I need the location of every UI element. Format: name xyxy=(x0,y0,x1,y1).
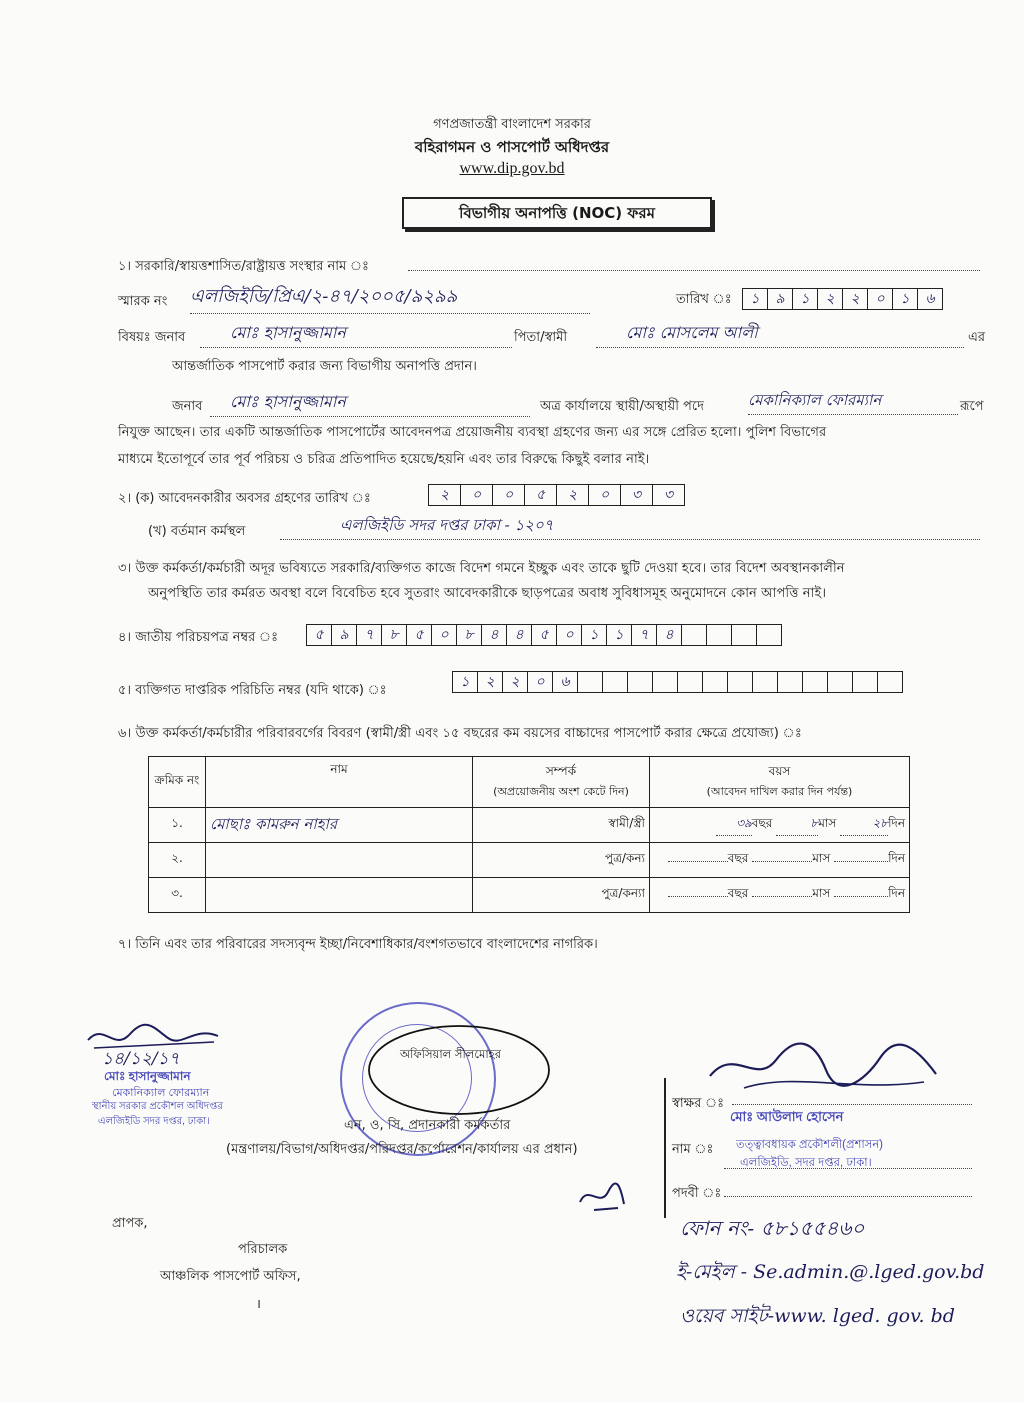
digit-box: ৬ xyxy=(925,291,935,307)
recipient-mark: । xyxy=(256,1297,261,1312)
office-text: অত্র কার্যালয়ে স্থায়ী/অস্থায়ী পদে xyxy=(540,399,704,414)
nid-boxes xyxy=(306,624,782,646)
contact-web: ওয়েব সাইট-www. lged. gov. bd xyxy=(680,1305,955,1327)
nid-label: ৪। জাতীয় পরিচয়পত্র নম্বর ঃ xyxy=(118,630,279,645)
year-unit: বছর xyxy=(727,851,749,865)
digit-box: ২ xyxy=(818,289,843,309)
right-signature xyxy=(704,1036,944,1098)
age-days xyxy=(834,896,888,897)
month-unit: মাস xyxy=(812,851,831,865)
org-line xyxy=(408,270,980,271)
father-label: পিতা/স্বামী xyxy=(514,330,568,345)
age-years xyxy=(668,861,728,862)
dept-name: বহিরাগমন ও পাসপোর্ট অধিদপ্তর xyxy=(414,138,610,156)
table-header-row xyxy=(149,757,910,808)
rupe-text: রূপে xyxy=(960,399,984,414)
memo-value: এলজিইডি/প্রিএ/২-৪৭/২০০৫/৯২৯৯ xyxy=(190,282,590,314)
er-text: এর xyxy=(968,330,986,345)
digit-box xyxy=(732,625,757,645)
month-unit: মাস xyxy=(812,886,831,900)
row-relation: পুত্র/কন্যা xyxy=(473,878,650,913)
age-months xyxy=(752,896,812,897)
left-stamp-org: স্থানীয় সরকার প্রকৌশল অধিদপ্তর xyxy=(92,1101,223,1112)
subject-label: বিষয়ঃ জনাব xyxy=(118,330,186,345)
digit-box: ৪ xyxy=(482,625,507,645)
post-line xyxy=(724,1196,972,1197)
month-unit: মাস xyxy=(818,815,837,830)
name-header: নাম xyxy=(206,757,473,808)
digit-box: ১ xyxy=(893,289,918,309)
digit-box: ১ xyxy=(793,289,818,309)
website-link: www.dip.gov.bd xyxy=(459,160,565,177)
digit-box xyxy=(628,672,653,692)
serial-header: ক্রমিক নং xyxy=(149,757,206,808)
row-age xyxy=(650,843,910,878)
digit-box xyxy=(707,625,732,645)
retire-label: ২। (ক) আবেদনকারীর অবসর গ্রহণের তারিখ ঃ xyxy=(118,491,371,506)
post-name: মেকানিক্যাল ফোরম্যান xyxy=(748,389,958,415)
day-unit: দিন xyxy=(888,886,905,900)
age-days xyxy=(834,861,888,862)
row-age xyxy=(650,878,910,913)
left-stamp-addr: এলজিইডি সদর দপ্তর, ঢাকা। xyxy=(98,1116,210,1127)
memo-label: স্মারক নং xyxy=(118,294,168,309)
date-label: তারিখ ঃ xyxy=(676,292,732,307)
digit-box: ৫ xyxy=(532,625,557,645)
left-sig-date: ১৪/১২/১৭ xyxy=(102,1049,180,1069)
issuer-line2: (মন্ত্রণালয়/বিভাগ/অধিদপ্তর/পরিদপ্তর/কর্পোরেশন/কার্যালয় এর প্রধান) xyxy=(226,1142,578,1157)
row-relation: স্বামী/স্ত্রী xyxy=(473,808,650,843)
subject-line2: আন্তর্জাতিক পাসপোর্ট করার জন্য বিভাগীয় অনাপত্তি প্রদান। xyxy=(172,359,477,374)
age-days: ২৮ xyxy=(840,815,888,836)
digit-box xyxy=(828,672,853,692)
sign-line xyxy=(732,1104,972,1105)
age-years: ৩৯ xyxy=(716,815,752,836)
form-title: বিভাগীয় অনাপত্তি (NOC) ফরম xyxy=(402,197,712,229)
digit-box: ৫ xyxy=(407,625,432,645)
day-unit: দিন xyxy=(888,851,905,865)
row-name xyxy=(206,878,473,913)
left-stamp-post: মেকানিক্যাল ফোরম্যান xyxy=(112,1087,210,1099)
age-months: ৮ xyxy=(776,815,818,836)
issuer-line1: এন, ও, সি, প্রদানকারী কর্মকর্তার xyxy=(344,1118,511,1133)
digit-box: ৮ xyxy=(457,625,482,645)
family-table xyxy=(148,756,910,913)
digit-box: ৪ xyxy=(507,625,532,645)
digit-box: ৭ xyxy=(357,625,382,645)
digit-box: ০ xyxy=(461,485,493,505)
contact-phone: ফোন নং- ৫৮১৫৫৪৬০ xyxy=(680,1216,865,1240)
digit-box: ০ xyxy=(493,485,525,505)
section3-line1: ৩। উক্ত কর্মকর্তা/কর্মচারী অদূর ভবিষ্যতে সরকারি/ব্যক্তিগত কাজে বিদেশ গমনে ইচ্ছুক এবং তাকে ছুটি দেওয়া হবে। তার বিদেশ অবস্থানকালীন xyxy=(118,561,845,576)
digit-box: ২ xyxy=(843,289,868,309)
digit-box: ৩ xyxy=(663,487,674,503)
date-boxes xyxy=(742,288,943,310)
initial-mark xyxy=(574,1178,630,1218)
sign-label: স্বাক্ষর ঃ xyxy=(672,1096,725,1111)
digit-box xyxy=(878,672,902,692)
relation-header xyxy=(473,757,650,808)
left-stamp-name: মোঃ হাসানুজ্জামান xyxy=(104,1069,191,1083)
official-id-boxes xyxy=(452,671,903,693)
digit-box xyxy=(653,672,678,692)
digit-box: ০ xyxy=(432,625,457,645)
age-months xyxy=(752,861,812,862)
digit-box: ৬ xyxy=(553,672,578,692)
digit-box xyxy=(753,672,778,692)
work-value: এলজিইডি সদর দপ্তর ঢাকা - ১২০৭ xyxy=(280,514,980,540)
digit-box xyxy=(778,672,803,692)
gov-name: গণপ্রজাতন্ত্রী বাংলাদেশ সরকার xyxy=(433,117,591,132)
row-name: মোছাঃ কামরুন নাহার xyxy=(206,808,473,843)
citizenship-text: ৭। তিনি এবং তার পরিবারের সদস্যবৃন্দ ইচ্ছা/নিবেশাধিকার/বংশগতভাবে বাংলাদেশের নাগরিক। xyxy=(118,937,598,952)
para2: নিযুক্ত আছেন। তার একটি আন্তর্জাতিক পাসপোর্টের আবেদনপত্র প্রয়োজনীয় ব্যবস্থা গ্রহণের জন্য এর সঙ্গে প্রেরিত হলো। পুলিশ বিভাগের xyxy=(118,425,827,440)
vertical-divider xyxy=(664,1078,666,1218)
post-label: পদবী ঃ xyxy=(672,1186,722,1201)
relation-title: সম্পর্ক xyxy=(545,763,577,778)
year-unit: বছর xyxy=(751,815,773,830)
table-row xyxy=(149,878,910,913)
row-age xyxy=(650,808,910,843)
table-row xyxy=(149,843,910,878)
digit-box: ৫ xyxy=(307,625,332,645)
table-row xyxy=(149,808,910,843)
official-id-label: ৫। ব্যক্তিগত দাপ্তরিক পরিচিতি নম্বর (যদি থাকে) ঃ xyxy=(118,683,387,698)
official-seal-label: অফিসিয়াল সীলমোহর xyxy=(400,1047,502,1061)
janab-name: মোঃ হাসানুজ্জামান xyxy=(210,389,530,417)
digit-box: ১ xyxy=(453,672,478,692)
right-stamp-addr: এলজিইডি, সদর দপ্তর, ঢাকা। xyxy=(740,1157,872,1169)
digit-box: ০ xyxy=(528,672,553,692)
digit-box: ২ xyxy=(503,672,528,692)
digit-box xyxy=(757,625,781,645)
digit-box: ৩ xyxy=(621,485,653,505)
digit-box xyxy=(728,672,753,692)
digit-box: ৮ xyxy=(382,625,407,645)
janab-label: জনাব xyxy=(172,399,203,414)
subject-name: মোঃ হাসানুজ্জামান xyxy=(200,320,512,348)
digit-box xyxy=(853,672,878,692)
age-header xyxy=(650,757,910,808)
row-relation: পুত্র/কন্য xyxy=(473,843,650,878)
digit-box: ০ xyxy=(557,625,582,645)
row-serial: ২. xyxy=(149,843,206,878)
age-title: বয়স xyxy=(768,763,791,778)
digit-box: ২ xyxy=(429,485,461,505)
digit-box: ১ xyxy=(582,625,607,645)
row-name xyxy=(206,843,473,878)
name-label: নাম ঃ xyxy=(672,1142,714,1157)
family-label: ৬। উক্ত কর্মকর্তা/কর্মচারীর পরিবারবর্গের বিবরণ (স্বামী/স্ত্রী এবং ১৫ বছরের কম বয়সের বাচ্চাদের পাসপোর্ট করার ক্ষেত্রে প্রযোজ্য) ঃ xyxy=(118,726,802,741)
father-name: মোঃ মোসলেম আলী xyxy=(596,320,964,348)
year-unit: বছর xyxy=(727,886,749,900)
digit-box: ১ xyxy=(743,289,768,309)
digit-box xyxy=(603,672,628,692)
recipient-title: পরিচালক xyxy=(238,1242,288,1257)
digit-box xyxy=(682,625,707,645)
org-label: ১। সরকারি/স্বায়ত্তশাসিত/রাষ্ট্রায়ত্ত সংস্থার নাম ঃ xyxy=(118,259,369,274)
row-serial: ১. xyxy=(149,808,206,843)
retire-boxes xyxy=(428,484,685,506)
day-unit: দিন xyxy=(888,815,905,830)
digit-box: ০ xyxy=(868,289,893,309)
digit-box: ৯ xyxy=(332,625,357,645)
digit-box xyxy=(703,672,728,692)
digit-box: ৯ xyxy=(768,289,793,309)
digit-box: ২ xyxy=(557,485,589,505)
digit-box: ৫ xyxy=(525,485,557,505)
digit-box: ২ xyxy=(478,672,503,692)
digit-box xyxy=(803,672,828,692)
digit-box xyxy=(578,672,603,692)
digit-box: ১ xyxy=(607,625,632,645)
name-line xyxy=(724,1168,972,1169)
digit-box: ৭ xyxy=(632,625,657,645)
work-label: (খ) বর্তমান কর্মস্থল xyxy=(148,524,246,539)
age-sub: (আবেদন দাখিল করার দিন পর্যন্ত) xyxy=(706,784,853,798)
digit-box: ০ xyxy=(589,485,621,505)
age-years xyxy=(668,896,728,897)
right-stamp-name: মোঃ আউলাদ হোসেন xyxy=(730,1109,844,1124)
seal-outline xyxy=(364,1022,554,1118)
digit-box: ৪ xyxy=(657,625,682,645)
right-stamp-post: তত্ত্বাবধায়ক প্রকৌশলী(প্রশাসন) xyxy=(736,1139,884,1151)
para3: মাধ্যমে ইতোপূর্বে তার পূর্ব পরিচয় ও চরিত্র প্রতিপাদিত হয়েছে/হয়নি এবং তার বিরুদ্ধে কিছুই বলার নাই। xyxy=(118,452,650,467)
relation-sub: (অপ্রয়োজনীয় অংশ কেটে দিন) xyxy=(493,784,629,798)
section3-line2: অনুপস্থিতি তার কর্মরত অবস্থা বলে বিবেচিত হবে সুতরাং আবেদকারীকে ছাড়পত্রের অবাধ সুবিধাসমূহ অনুমোদনে কোন আপত্তি নাই। xyxy=(148,586,827,601)
digit-box xyxy=(678,672,703,692)
contact-email: ই-মেইল - Se.admin.@.lged.gov.bd xyxy=(676,1261,985,1283)
recipient-office: আঞ্চলিক পাসপোর্ট অফিস, xyxy=(160,1269,301,1284)
recipient-to: প্রাপক, xyxy=(112,1216,148,1231)
row-serial: ৩. xyxy=(149,878,206,913)
